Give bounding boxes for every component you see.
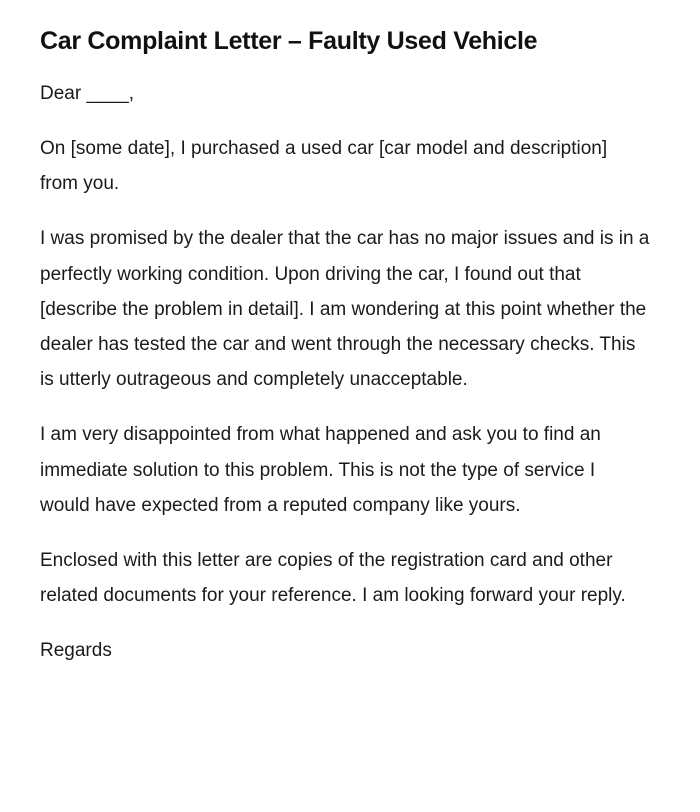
letter-title: Car Complaint Letter – Faulty Used Vehicle [40, 27, 538, 55]
letter-salutation: Dear ____, [40, 83, 135, 104]
letter-paragraph-3: I am very disappointed from what happened and ask you to find an immediate solution to this problem. This is not the type of service I would have expected from a reputed company like yours. [40, 424, 601, 516]
letter-paragraph-2: I was promised by the dealer that the car has no major issues and is in a perfectly working condition. Upon driving the car, I found out that [describe the problem in detail]. I am wondering at this point whether the dealer has tested the car and went through the necessary checks. This is utterly outrageous and completely unacceptable. [40, 228, 650, 391]
letter-paragraph-1: On [some date], I purchased a used car [car model and description] from you. [40, 138, 608, 195]
letter-closing: Regards [40, 640, 112, 662]
letter-paragraph-4: Enclosed with this letter are copies of the registration card and other related documents for your reference. I am looking forward your reply. [40, 550, 626, 607]
